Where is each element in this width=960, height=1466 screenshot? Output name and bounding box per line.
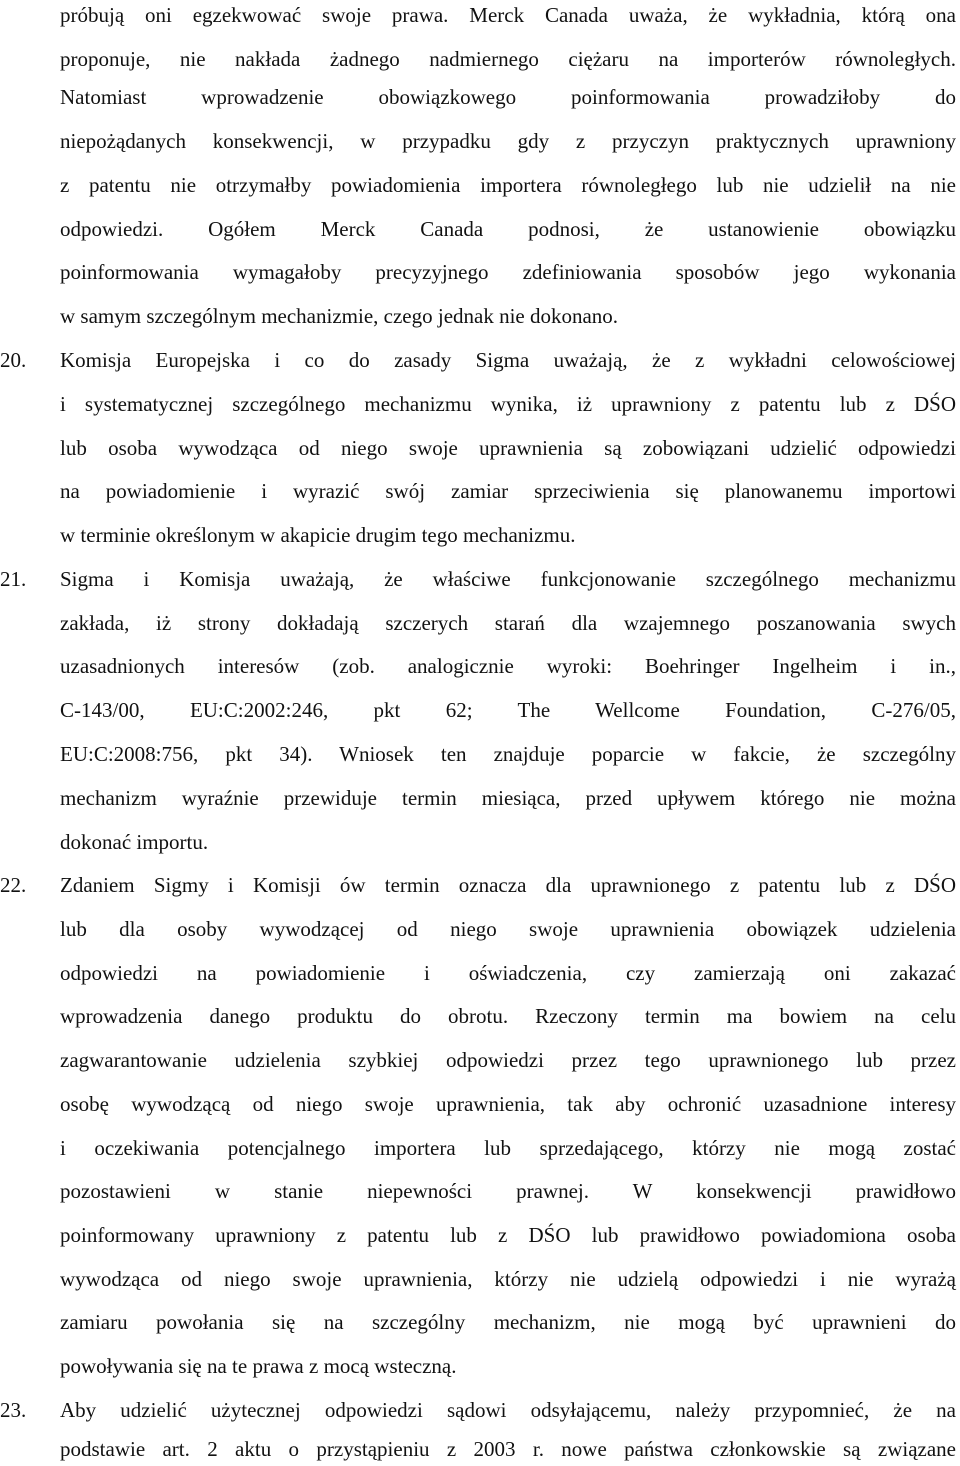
text-line: Aby udzielić użytecznej odpowiedzi sądowi odsyłającemu, należy przypomnieć, że na (60, 1398, 956, 1422)
text-line: lub osoba wywodząca od niego swoje uprawnienia są zobowiązani udzielić odpowiedzi (60, 436, 956, 460)
text-line: w samym szczególnym mechanizmie, czego jednak nie dokonano. (60, 304, 619, 328)
text-line: poinformowania wymagałoby precyzyjnego zdefiniowania sposobów jego wykonania (60, 260, 956, 284)
text-line: odpowiedzi na powiadomienie i oświadczenia, czy zamierzają oni zakazać (60, 961, 956, 985)
text-line: na powiadomienie i wyrazić swój zamiar sprzeciwienia się planowanemu importowi (60, 479, 956, 503)
text-line: powoływania się na te prawa z mocą wsteczną. (60, 1354, 457, 1378)
text-line: osobę wywodzącą od niego swoje uprawnienia, tak aby ochronić uzasadnione interesy (60, 1092, 956, 1116)
text-line: zakłada, iż strony dokładają szczerych starań dla wzajemnego poszanowania swych (60, 611, 956, 635)
paragraph-number: 21. (0, 567, 27, 591)
text-line: mechanizm wyraźnie przewiduje termin miesiąca, przed upływem którego nie można (60, 786, 956, 810)
text-line: proponuje, nie nakłada żadnego nadmiernego ciężaru na importerów równoległych. (60, 47, 956, 71)
text-line: uzasadnionych interesów (zob. analogicznie wyroki: Boehringer Ingelheim i in., (60, 654, 956, 678)
text-line: Zdaniem Sigmy i Komisji ów termin oznacza dla uprawnionego z patentu lub z DŚO (60, 873, 956, 897)
text-line: pozostawieni w stanie niepewności prawnej. W konsekwencji prawidłowo (60, 1179, 956, 1203)
text-line: i oczekiwania potencjalnego importera lub sprzedającego, którzy nie mogą zostać (60, 1136, 956, 1160)
paragraph-number: 22. (0, 873, 27, 897)
text-line: lub dla osoby wywodzącej od niego swoje uprawnienia obowiązek udzielenia (60, 917, 956, 941)
text-line: podstawie art. 2 aktu o przystąpieniu z 2003 r. nowe państwa członkowskie są związane (60, 1437, 956, 1461)
text-line: i systematycznej szczególnego mechanizmu wynika, iż uprawniony z patentu lub z DŚO (60, 392, 956, 416)
text-line: wywodząca od niego swoje uprawnienia, którzy nie udzielą odpowiedzi i nie wyrażą (60, 1267, 956, 1291)
text-line: w terminie określonym w akapicie drugim tego mechanizmu. (60, 523, 576, 547)
text-line: odpowiedzi. Ogółem Merck Canada podnosi, że ustanowienie obowiązku (60, 217, 956, 241)
paragraph-number: 23. (0, 1398, 27, 1422)
text-line: EU:C:2008:756, pkt 34). Wniosek ten znajduje poparcie w fakcie, że szczególny (60, 742, 956, 766)
text-line: C-143/00, EU:C:2002:246, pkt 62; The Wellcome Foundation, C-276/05, (60, 698, 956, 722)
text-line: Natomiast wprowadzenie obowiązkowego poinformowania prowadziłoby do (60, 85, 956, 109)
text-line: z patentu nie otrzymałby powiadomienia importera równoległego lub nie udzielił na nie (60, 173, 956, 197)
text-line: Komisja Europejska i co do zasady Sigma uważają, że z wykładni celowościowej (60, 348, 956, 372)
text-line: poinformowany uprawniony z patentu lub z DŚO lub prawidłowo powiadomiona osoba (60, 1223, 956, 1247)
text-line: zamiaru powołania się na szczególny mechanizm, nie mogą być uprawnieni do (60, 1310, 956, 1334)
paragraph-number: 20. (0, 348, 27, 372)
text-line: Sigma i Komisja uważają, że właściwe funkcjonowanie szczególnego mechanizmu (60, 567, 956, 591)
text-line: zagwarantowanie udzielenia szybkiej odpowiedzi przez tego uprawnionego lub przez (60, 1048, 956, 1072)
text-line: dokonać importu. (60, 830, 209, 854)
text-line: próbują oni egzekwować swoje prawa. Merck Canada uważa, że wykładnia, którą ona (60, 3, 956, 27)
text-line: niepożądanych konsekwencji, w przypadku gdy z przyczyn praktycznych uprawniony (60, 129, 956, 153)
text-line: wprowadzenia danego produktu do obrotu. Rzeczony termin ma bowiem na celu (60, 1004, 956, 1028)
